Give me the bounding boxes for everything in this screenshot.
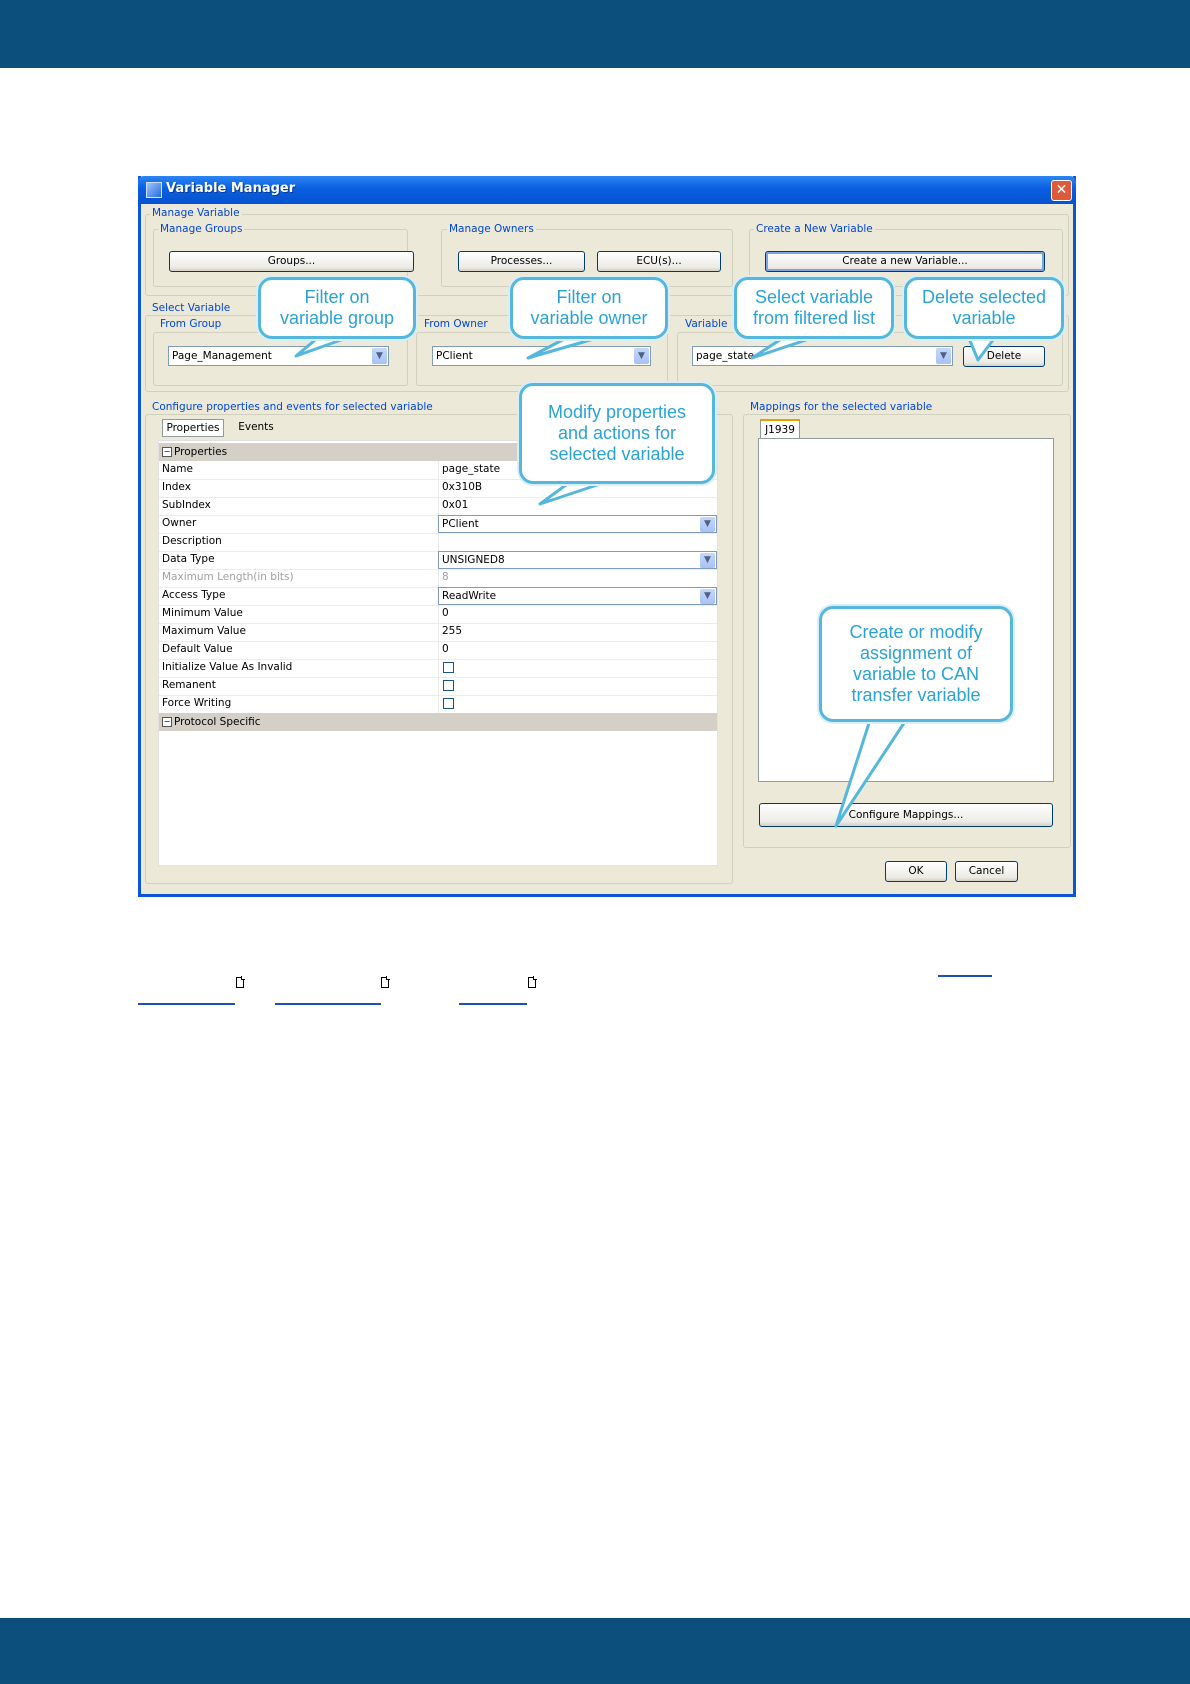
configure-mappings-button[interactable]: Configure Mappings... [759,803,1053,827]
property-value: PClient [442,518,479,530]
property-value[interactable]: 0x01 [438,497,717,515]
callout-mapping [819,606,1013,722]
tail-select-variable [752,336,818,358]
property-value: ReadWrite [442,590,497,602]
chevron-down-icon[interactable]: ▼ [700,553,715,568]
callout-modify-text: Modify properties and actions for selected variable [547,402,687,464]
select-variable-label: Select Variable [152,302,231,314]
groups-button[interactable]: Groups... [169,251,414,272]
property-name: Name [162,463,193,475]
callout-modify [519,383,715,484]
tail-delete [968,336,996,360]
link-underline[interactable] [138,1003,235,1005]
property-name: Default Value [162,643,233,655]
property-value[interactable]: 0 [438,641,717,659]
property-name: Maximum Length(in bits) [162,571,294,583]
callout-filter-owner [510,277,668,339]
variable-select-value: page_state [696,350,755,362]
minus-box-icon[interactable]: − [163,717,171,726]
property-value[interactable]: page_state [438,461,717,479]
chevron-down-icon[interactable]: ▼ [936,348,951,364]
group-select-value: Page_Management [172,350,272,362]
chevron-down-icon[interactable]: ▼ [634,348,649,364]
document-icon [236,977,244,988]
property-name: Minimum Value [162,607,243,619]
callout-filter-group-text: Filter on variable group [279,287,395,328]
callout-delete [904,277,1064,339]
tab-properties[interactable]: Properties [162,419,224,437]
property-value: 8 [438,569,717,587]
manage-owners-label: Manage Owners [449,223,534,235]
chevron-down-icon[interactable]: ▼ [372,348,387,364]
property-name: Data Type [162,553,215,565]
property-name: Force Writing [162,697,232,709]
property-name: Index [162,481,191,493]
link-underline[interactable] [938,975,992,977]
delete-button[interactable]: Delete [963,346,1045,367]
processes-button[interactable]: Processes... [458,251,585,272]
chevron-down-icon[interactable]: ▼ [700,517,715,532]
window-title: Variable Manager [166,181,296,196]
tab-events[interactable]: Events [238,421,274,433]
tail-modify [540,482,606,504]
protocol-section-label: Protocol Specific [174,716,261,728]
cancel-button[interactable]: Cancel [955,861,1018,882]
create-variable-button[interactable]: Create a new Variable... [765,251,1045,272]
configure-label: Configure properties and events for selected variable [152,401,433,413]
ok-button[interactable]: OK [885,861,947,882]
callout-mapping-text: Create or modify assignment of variable to CAN transfer variable [849,622,983,705]
tail-filter-owner [528,336,604,358]
mappings-label: Mappings for the selected variable [750,401,933,413]
create-variable-label: Create a New Variable [756,223,873,235]
owner-select-value: PClient [436,350,473,362]
tab-j1939[interactable]: J1939 [760,419,800,439]
property-name: Owner [162,517,197,529]
property-value[interactable]: 0x310B [438,479,717,497]
callout-delete-text: Delete selected variable [921,287,1047,328]
tail-mapping [836,720,906,826]
variable-label: Variable [685,318,728,330]
property-value[interactable]: 0 [438,605,717,623]
callout-select-variable [734,277,894,339]
callout-filter-group [258,277,416,339]
property-name: Initialize Value As Invalid [162,661,293,673]
property-name: Maximum Value [162,625,246,637]
manage-groups-label: Manage Groups [160,223,243,235]
minus-box-icon[interactable]: − [163,447,171,456]
property-name: Remanent [162,679,216,691]
callout-filter-owner-text: Filter on variable owner [530,287,648,328]
property-name: SubIndex [162,499,211,511]
from-group-label: From Group [160,318,222,330]
chevron-down-icon[interactable]: ▼ [700,589,715,604]
footer-band [0,1618,1190,1684]
callout-select-variable-text: Select variable from filtered list [752,287,876,328]
property-value[interactable]: 255 [438,623,717,641]
property-name: Description [162,535,222,547]
close-button[interactable]: ✕ [1051,180,1072,201]
link-underline[interactable] [459,1003,527,1005]
property-name: Access Type [162,589,226,601]
manage-variable-label: Manage Variable [152,207,240,219]
document-icon [528,977,536,988]
link-underline[interactable] [275,1003,381,1005]
property-value: UNSIGNED8 [442,554,505,566]
ecus-button[interactable]: ECU(s)... [597,251,721,272]
tail-filter-group [296,336,352,356]
properties-section-label: Properties [174,446,228,458]
from-owner-label: From Owner [424,318,488,330]
document-icon [381,977,389,988]
